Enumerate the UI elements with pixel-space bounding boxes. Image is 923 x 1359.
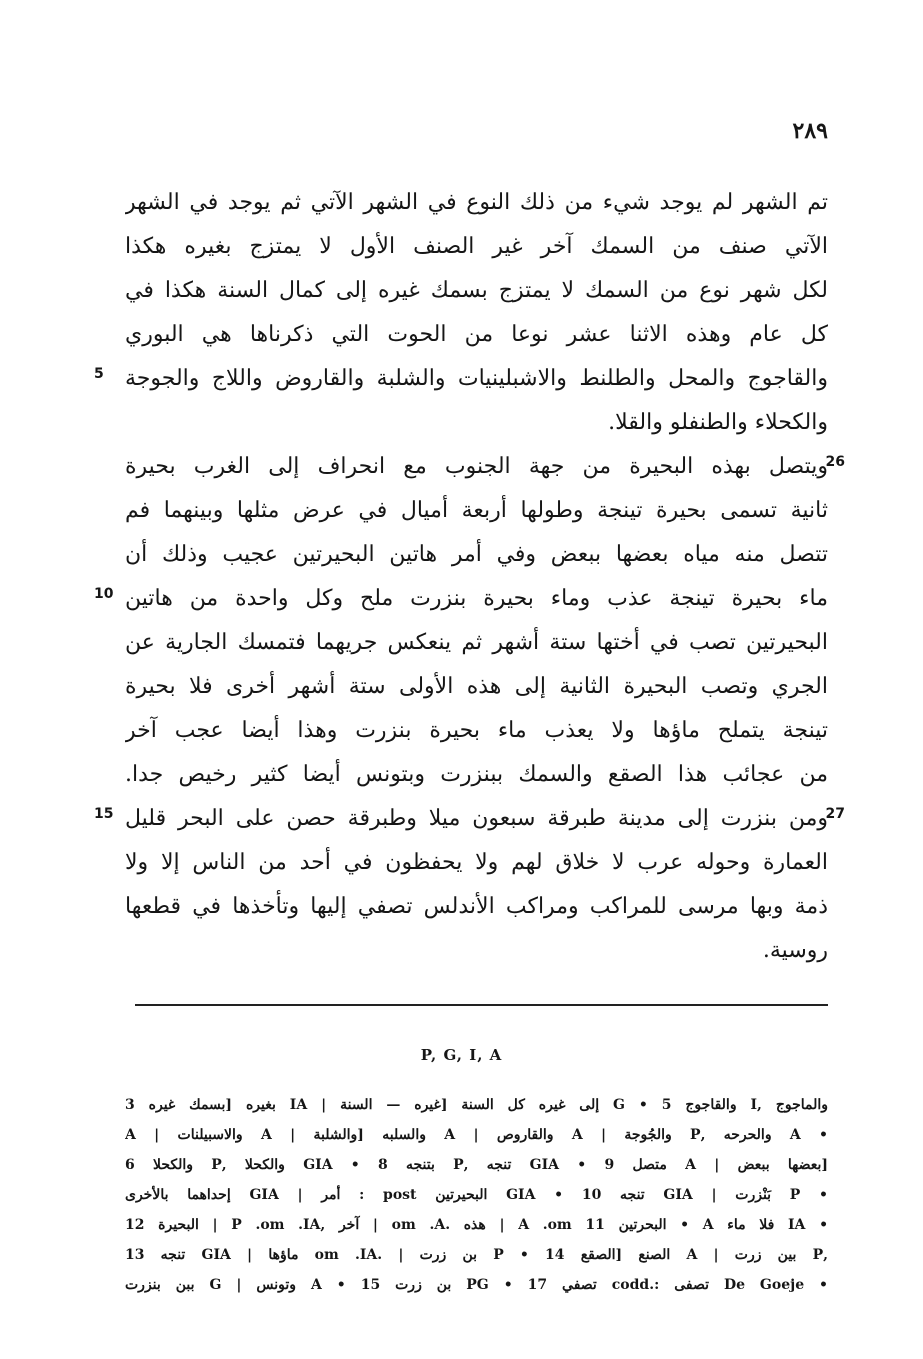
text-line: والقاجوج والمحل والطلنط والاشبلينيات والشلبة والقاروض واللاج والجوجة [125, 366, 828, 391]
apparatus-line: • A والحرحه ,P والجُوجة | A والقاروص | A والسلبه [والشلبة | A والاسبيلنات | A [125, 1127, 828, 1143]
text-line: ذمة وبها مرسى للمراكب ومراكب الأندلس تصفي إليها وتأخذها في قطعها [125, 894, 828, 919]
line-number-10: 10 [94, 586, 114, 602]
text-line: روسية. [762, 938, 828, 963]
text-line: تينجة يتملح ماؤها ولا يعذب ماء بحيرة بنزرت وهذا أيضا عجب آخر [125, 718, 828, 743]
apparatus-line: • P بَنْزرت | GIA تنجه 10 • GIA البحيرتين post : أمر | GIA إحداهما بالأخرى [125, 1187, 828, 1203]
text-line: العمارة وحوله عرب لا خلاق لهم ولا يحفظون في أحد من الناس إلا ولا [125, 850, 828, 875]
apparatus-line: • IA فلا ماء A • البحرتين 11 A .om | هذه .om .A | آخر ,P .om .IA | البحيرة 12 [125, 1217, 828, 1233]
page-number: ٢٨٩ [792, 118, 828, 144]
manuscript-sigla: P, G, I, A [420, 1046, 503, 1064]
text-line: ماء بحيرة تينجة عذب وماء بحيرة بنزرت ملح وكل واحدة من هاتين [125, 586, 828, 611]
apparatus-line: والماجوج ,I والقاجوج 5 • G إلى غيره كل السنة [غيره — السنة | IA بغيره [بسمك غيره 3 [125, 1097, 828, 1113]
text-line: البحيرتين تصب في أختها ستة أشهر ثم ينعكس جريهما فتمسك الجارية عن [125, 630, 828, 655]
text-line: ثانية تسمى بحيرة تينجة وطولها أربعة أميال في عرض مثلها وبينهما فم [125, 498, 828, 523]
text-line: الجري وتصب البحيرة الثانية إلى هذه الأولى ستة أشهر أخرى فلا بحيرة [125, 674, 828, 699]
apparatus-line: • De Goeje تصفى :.codd تصفي 17 • PG بن زرت 15 • A وتونس | G ببن بنزرت [125, 1277, 828, 1293]
text-line: كل عام وهذه الاثنا عشر نوعا من الحوت التي ذكرناها هي البوري [125, 322, 828, 347]
paragraph-number-27: 27 [825, 806, 845, 822]
text-line: تم الشهر لم يوجد شيء من ذلك النوع في الشهر الآتي ثم يوجد في الشهر [125, 190, 828, 215]
line-number-5: 5 [94, 366, 104, 382]
text-line: ويتصل بهذه البحيرة من جهة الجنوب مع انحراف إلى الغرب بحيرة [125, 454, 828, 479]
text-line: تتصل منه مياه بعضها ببعض وفي أمر هاتين البحيرتين عجيب وذلك أن [125, 542, 828, 567]
text-line: ومن بنزرت إلى مدينة طبرقة سبعون ميلا وطبرقة حصن على البحر قليل [125, 806, 828, 831]
text-line: والكحلاء والطنفلو والقلا. [608, 410, 828, 435]
apparatus-line: ,P بين زرت | A الصنع [الصقع 14 • P بن زرت | .om .IA ماؤها | GIA تنجه 13 [125, 1247, 828, 1263]
line-number-15: 15 [94, 806, 114, 822]
footnote-divider [135, 1004, 828, 1006]
apparatus-line: [بعضها ببعض | A متصل 9 • GIA تنجه ,P بتنجه 8 • GIA والكحلا ,P والكحلا 6 [125, 1157, 828, 1173]
text-line: لكل شهر نوع من السمك لا يمتزج بسمك غيره إلى كمال السنة هكذا في [125, 278, 828, 303]
text-line: الآتي صنف من السمك آخر غير الصنف الأول لا يمتزج بغيره هكذا [125, 234, 828, 259]
text-line: من عجائب هذا الصقع والسمك ببنزرت وبتونس أيضا كثير رخيص جدا. [125, 762, 828, 787]
paragraph-number-26: 26 [825, 454, 845, 470]
